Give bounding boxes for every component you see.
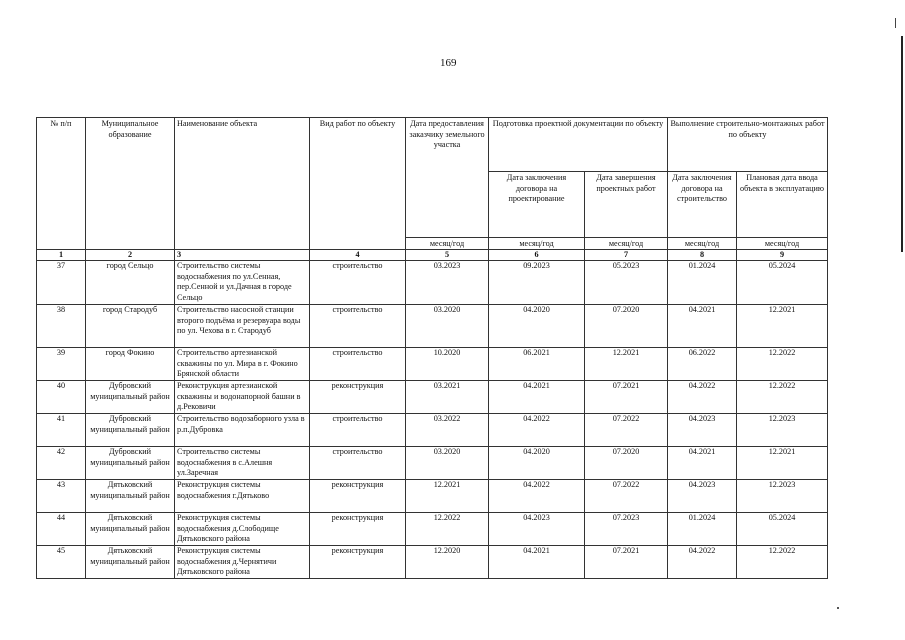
row-work-type: строительство (310, 348, 406, 381)
row-municipality: Дятьковский муниципальный район (86, 480, 175, 513)
row-municipality: город Стародуб (86, 305, 175, 348)
row-commissioning: 12.2022 (737, 348, 828, 381)
scan-edge-bar (901, 36, 903, 252)
column-number: 7 (585, 250, 668, 261)
row-design-end: 07.2022 (585, 480, 668, 513)
unit-cell: месяц/год (737, 238, 828, 250)
row-municipality: Дубровский муниципальный район (86, 381, 175, 414)
row-land-date: 12.2022 (406, 513, 489, 546)
table-row (37, 261, 828, 305)
row-land-date: 03.2023 (406, 261, 489, 305)
row-work-type: строительство (310, 414, 406, 447)
row-design-contract: 04.2023 (489, 513, 585, 546)
row-object-name: Реконструкция системы водоснабжения г.Дятьково (175, 480, 310, 513)
row-work-type: строительство (310, 305, 406, 348)
column-number: 2 (86, 250, 175, 261)
header-municipality: Муниципальное образование (86, 118, 175, 250)
row-construction-contract: 04.2023 (668, 414, 737, 447)
row-land-date: 03.2022 (406, 414, 489, 447)
header-design-group: Подготовка проектной документации по объекту (489, 118, 668, 172)
row-num: 43 (37, 480, 86, 513)
column-number: 8 (668, 250, 737, 261)
table-row (37, 348, 828, 381)
row-land-date: 03.2021 (406, 381, 489, 414)
row-object-name: Строительство системы водоснабжения по ул.Сенная, пер.Сенной и ул.Дачная в городе Сельцо (175, 261, 310, 305)
row-work-type: реконструкция (310, 480, 406, 513)
row-num: 44 (37, 513, 86, 546)
row-design-end: 12.2021 (585, 348, 668, 381)
column-number: 3 (175, 250, 310, 261)
row-commissioning: 12.2022 (737, 381, 828, 414)
row-municipality: город Фокино (86, 348, 175, 381)
row-num: 38 (37, 305, 86, 348)
row-municipality: Дятьковский муниципальный район (86, 513, 175, 546)
row-num: 37 (37, 261, 86, 305)
row-num: 42 (37, 447, 86, 480)
row-construction-contract: 04.2022 (668, 546, 737, 579)
header-num: № п/п (37, 118, 86, 250)
row-land-date: 03.2020 (406, 305, 489, 348)
table-row (37, 546, 828, 579)
row-construction-contract: 04.2021 (668, 305, 737, 348)
row-commissioning: 12.2021 (737, 447, 828, 480)
row-object-name: Реконструкция системы водоснабжения д.Слободище Дятьковского района (175, 513, 310, 546)
row-design-contract: 09.2023 (489, 261, 585, 305)
row-design-contract: 04.2020 (489, 447, 585, 480)
header-work-type: Вид работ по объекту (310, 118, 406, 250)
row-work-type: реконструкция (310, 546, 406, 579)
row-design-end: 07.2020 (585, 447, 668, 480)
row-municipality: Дятьковский муниципальный район (86, 546, 175, 579)
header-object-name: Наименование объекта (175, 118, 310, 250)
header-construction-group: Выполнение строительно-монтажных работ по объекту (668, 118, 828, 172)
unit-cell: месяц/год (406, 238, 489, 250)
scan-dot (837, 607, 839, 609)
row-commissioning: 12.2021 (737, 305, 828, 348)
header-design-end: Дата завершения проектных работ (585, 172, 668, 238)
row-land-date: 12.2020 (406, 546, 489, 579)
objects-table (36, 117, 828, 579)
row-design-end: 07.2020 (585, 305, 668, 348)
row-work-type: строительство (310, 261, 406, 305)
column-number: 1 (37, 250, 86, 261)
row-land-date: 03.2020 (406, 447, 489, 480)
row-num: 45 (37, 546, 86, 579)
row-construction-contract: 01.2024 (668, 261, 737, 305)
row-work-type: строительство (310, 447, 406, 480)
row-construction-contract: 04.2023 (668, 480, 737, 513)
row-design-end: 07.2021 (585, 546, 668, 579)
row-object-name: Строительство водозаборного узла в р.п.Дубровка (175, 414, 310, 447)
row-municipality: город Сельцо (86, 261, 175, 305)
row-commissioning: 12.2022 (737, 546, 828, 579)
row-construction-contract: 06.2022 (668, 348, 737, 381)
header-construction-contract: Дата заключения договора на строительство (668, 172, 737, 238)
row-construction-contract: 01.2024 (668, 513, 737, 546)
row-design-contract: 06.2021 (489, 348, 585, 381)
row-land-date: 10.2020 (406, 348, 489, 381)
unit-cell: месяц/год (489, 238, 585, 250)
header-commissioning: Плановая дата ввода объекта в эксплуатацию (737, 172, 828, 238)
row-commissioning: 05.2024 (737, 261, 828, 305)
scan-edge-mark (895, 18, 896, 28)
column-number: 5 (406, 250, 489, 261)
row-design-contract: 04.2022 (489, 480, 585, 513)
row-design-end: 07.2021 (585, 381, 668, 414)
row-design-contract: 04.2021 (489, 546, 585, 579)
table-row (37, 414, 828, 447)
row-object-name: Реконструкция системы водоснабжения д.Чернятичи Дятьковского района (175, 546, 310, 579)
unit-cell: месяц/год (668, 238, 737, 250)
row-municipality: Дубровский муниципальный район (86, 447, 175, 480)
unit-cell: месяц/год (585, 238, 668, 250)
column-number: 6 (489, 250, 585, 261)
row-object-name: Реконструкция артезианской скважины и водонапорной башни в д.Рековичи (175, 381, 310, 414)
row-design-end: 07.2023 (585, 513, 668, 546)
row-design-contract: 04.2021 (489, 381, 585, 414)
table-row (37, 513, 828, 546)
row-num: 41 (37, 414, 86, 447)
row-municipality: Дубровский муниципальный район (86, 414, 175, 447)
row-object-name: Строительство системы водоснабжения в с.Алешня ул.Заречная (175, 447, 310, 480)
row-design-end: 07.2022 (585, 414, 668, 447)
row-design-contract: 04.2022 (489, 414, 585, 447)
row-land-date: 12.2021 (406, 480, 489, 513)
row-construction-contract: 04.2022 (668, 381, 737, 414)
table-row (37, 447, 828, 480)
row-num: 40 (37, 381, 86, 414)
row-work-type: реконструкция (310, 513, 406, 546)
column-number: 9 (737, 250, 828, 261)
row-num: 39 (37, 348, 86, 381)
page-number: 169 (440, 57, 457, 69)
row-object-name: Строительство насосной станции второго подъёма и резервуара воды по ул. Чехова в г. Стародуб (175, 305, 310, 348)
table-row (37, 305, 828, 348)
row-commissioning: 12.2023 (737, 414, 828, 447)
column-number: 4 (310, 250, 406, 261)
row-design-end: 05.2023 (585, 261, 668, 305)
row-construction-contract: 04.2021 (668, 447, 737, 480)
table-row (37, 381, 828, 414)
header-design-contract: Дата заключения договора на проектирование (489, 172, 585, 238)
row-object-name: Строительство артезианской скважины по ул. Мира в г. Фокино Брянской области (175, 348, 310, 381)
row-work-type: реконструкция (310, 381, 406, 414)
row-commissioning: 12.2023 (737, 480, 828, 513)
header-land-date: Дата предоставления заказчику земельного участка (406, 118, 489, 238)
row-design-contract: 04.2020 (489, 305, 585, 348)
table-row (37, 480, 828, 513)
row-commissioning: 05.2024 (737, 513, 828, 546)
